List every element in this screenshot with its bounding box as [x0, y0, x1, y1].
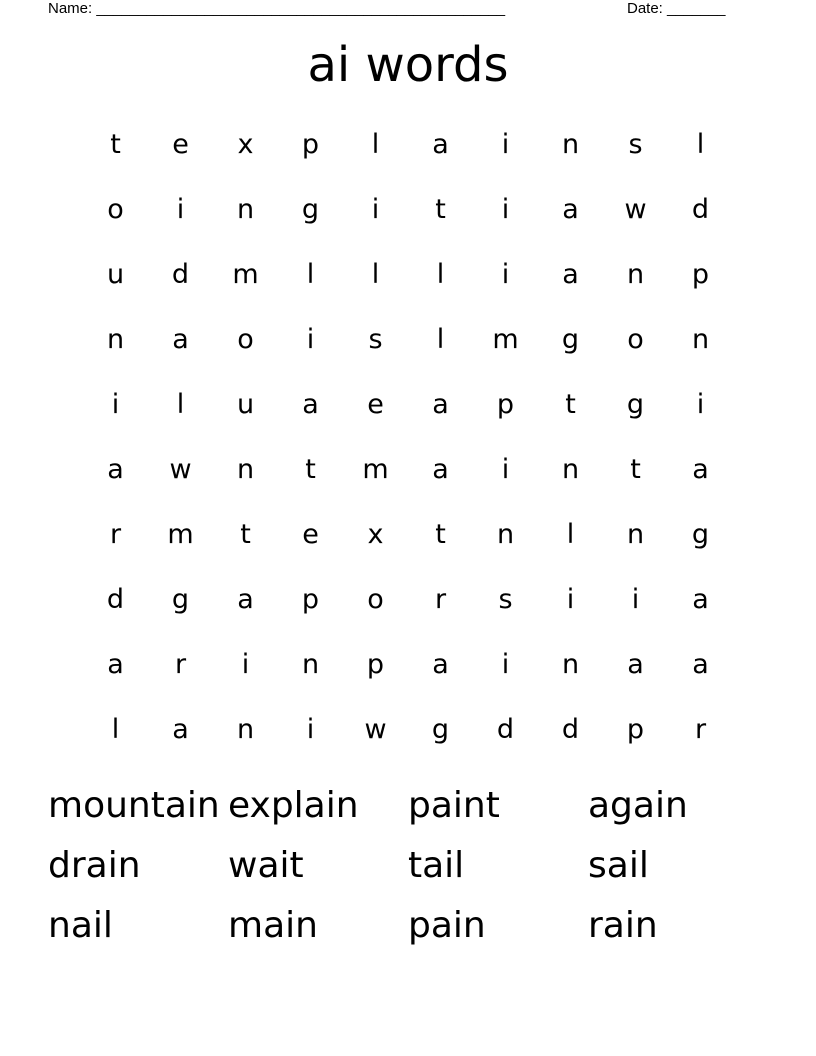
grid-letter: p — [496, 389, 515, 420]
grid-letter: m — [362, 454, 389, 485]
name-field-label: Name: _________________________________________________ — [48, 0, 506, 17]
page-title: ai words — [307, 37, 509, 93]
grid-letter: i — [111, 389, 120, 420]
grid-letter: l — [306, 259, 315, 290]
grid-letter: a — [562, 194, 579, 225]
grid-letter: o — [367, 584, 384, 615]
grid-letter: m — [232, 259, 259, 290]
grid-letter: t — [435, 194, 446, 225]
grid-letter: i — [176, 194, 185, 225]
grid-letter: d — [171, 259, 190, 290]
grid-letter: i — [371, 194, 380, 225]
grid-letter: s — [628, 129, 643, 160]
grid-letter: r — [174, 649, 187, 680]
grid-letter: n — [561, 129, 580, 160]
grid-letter: i — [306, 324, 315, 355]
grid-letter: o — [627, 324, 644, 355]
grid-letter: a — [627, 649, 644, 680]
grid-letter: i — [501, 454, 510, 485]
grid-letter: i — [631, 584, 640, 615]
word-list-item: wait — [228, 845, 304, 886]
grid-letter: l — [436, 324, 445, 355]
grid-letter: i — [566, 584, 575, 615]
grid-letter: t — [110, 129, 121, 160]
grid-letter: l — [176, 389, 185, 420]
grid-letter: a — [432, 649, 449, 680]
grid-letter: m — [492, 324, 519, 355]
grid-letter: a — [172, 324, 189, 355]
grid-letter: e — [367, 389, 384, 420]
grid-letter: a — [432, 129, 449, 160]
grid-letter: e — [172, 129, 189, 160]
grid-letter: a — [237, 584, 254, 615]
grid-letter: i — [501, 259, 510, 290]
grid-letter: t — [435, 519, 446, 550]
grid-letter: i — [501, 649, 510, 680]
word-list-item: sail — [588, 845, 649, 886]
grid-letter: i — [696, 389, 705, 420]
grid-letter: t — [240, 519, 251, 550]
grid-letter: u — [106, 259, 125, 290]
grid-letter: x — [237, 129, 254, 160]
grid-letter: l — [371, 259, 380, 290]
grid-letter: g — [691, 519, 710, 550]
word-list-item: mountain — [48, 785, 220, 826]
grid-letter: a — [692, 454, 709, 485]
grid-letter: a — [172, 714, 189, 745]
grid-letter: p — [301, 129, 320, 160]
grid-letter: a — [432, 389, 449, 420]
grid-letter: i — [241, 649, 250, 680]
grid-letter: x — [367, 519, 384, 550]
word-list-item: paint — [408, 785, 500, 826]
grid-letter: a — [107, 649, 124, 680]
grid-letter: r — [694, 714, 707, 745]
grid-letter: s — [368, 324, 383, 355]
grid-letter: a — [302, 389, 319, 420]
grid-letter: u — [236, 389, 255, 420]
word-list-item: main — [228, 905, 318, 946]
grid-letter: i — [501, 129, 510, 160]
grid-letter: a — [692, 584, 709, 615]
grid-letter: n — [236, 714, 255, 745]
grid-letter: s — [498, 584, 513, 615]
grid-letter: n — [106, 324, 125, 355]
grid-letter: w — [624, 194, 647, 225]
word-search-grid — [83, 112, 733, 762]
grid-letter: l — [436, 259, 445, 290]
grid-letter: p — [691, 259, 710, 290]
date-field-label: Date: _______ — [627, 0, 726, 17]
grid-letter: i — [501, 194, 510, 225]
grid-letter: l — [371, 129, 380, 160]
grid-letter: a — [432, 454, 449, 485]
grid-letter: n — [626, 259, 645, 290]
header-fields — [48, 0, 748, 20]
word-list-item: drain — [48, 845, 141, 886]
grid-letter: t — [630, 454, 641, 485]
grid-letter: n — [691, 324, 710, 355]
grid-letter: d — [106, 584, 125, 615]
grid-letter: t — [565, 389, 576, 420]
grid-letter: g — [561, 324, 580, 355]
grid-letter: e — [302, 519, 319, 550]
grid-letter: m — [167, 519, 194, 550]
grid-letter: a — [107, 454, 124, 485]
grid-letter: l — [111, 714, 120, 745]
grid-letter: n — [301, 649, 320, 680]
grid-letter: a — [562, 259, 579, 290]
grid-letter: n — [561, 454, 580, 485]
grid-letter: p — [626, 714, 645, 745]
word-list-item: explain — [228, 785, 359, 826]
word-list — [48, 776, 768, 956]
grid-letter: g — [626, 389, 645, 420]
grid-letter: w — [169, 454, 192, 485]
grid-letter: g — [301, 194, 320, 225]
grid-letter: n — [496, 519, 515, 550]
grid-letter: i — [306, 714, 315, 745]
grid-letter: d — [561, 714, 580, 745]
word-list-item: pain — [408, 905, 486, 946]
grid-letter: l — [566, 519, 575, 550]
grid-letter: g — [171, 584, 190, 615]
grid-letter: d — [496, 714, 515, 745]
word-list-item: again — [588, 785, 688, 826]
grid-letter: p — [366, 649, 385, 680]
grid-letter: n — [236, 454, 255, 485]
grid-letter: t — [305, 454, 316, 485]
grid-letter: o — [107, 194, 124, 225]
grid-letter: r — [434, 584, 447, 615]
grid-letter: r — [109, 519, 122, 550]
word-list-item: tail — [408, 845, 465, 886]
word-list-item: rain — [588, 905, 658, 946]
word-list-item: nail — [48, 905, 113, 946]
grid-letter: n — [236, 194, 255, 225]
grid-letter: n — [561, 649, 580, 680]
grid-letter: p — [301, 584, 320, 615]
grid-letter: l — [696, 129, 705, 160]
grid-letter: o — [237, 324, 254, 355]
grid-letter: n — [626, 519, 645, 550]
grid-letter: d — [691, 194, 710, 225]
grid-letter: g — [431, 714, 450, 745]
grid-letter: a — [692, 649, 709, 680]
grid-letter: w — [364, 714, 387, 745]
